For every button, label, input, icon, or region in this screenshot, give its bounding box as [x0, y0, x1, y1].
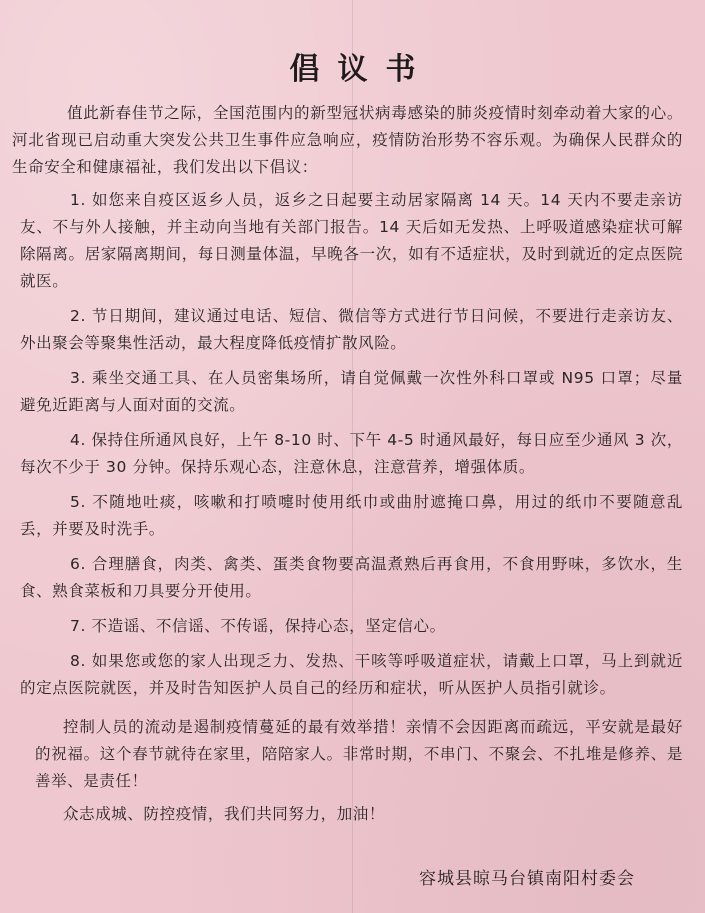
document-body — [0, 100, 705, 828]
proposal-item-2: 2. 节日期间，建议通过电话、短信、微信等方式进行节日问候，不要进行走亲访友、外出聚会等聚集性活动，最大程度降低疫情扩散风险。 — [20, 307, 683, 352]
closing-paragraph: 控制人员的流动是遏制疫情蔓延的最有效举措！亲情不会因距离而疏远，平安就是最好的祝福。这个春节就待在家里，陪陪家人。非常时期，不串门、不聚会、不扎堆是修养、是善举、是责任！ — [35, 718, 683, 790]
document-title: 倡议书 — [289, 52, 434, 87]
intro-paragraph: 值此新春佳节之际，全国范围内的新型冠状病毒感染的肺炎疫情时刻牵动着大家的心。河北省现已启动重大突发公共卫生事件应急响应，疫情防治形势不容乐观。为确保人民群众的生命安全和健康福祉，我们发出以下倡议： — [12, 104, 683, 176]
proposal-item-4: 4. 保持住所通风良好，上午 8-10 时、下午 4-5 时通风最好，每日应至少通风 3 次，每次不少于 30 分钟。保持乐观心态，注意休息，注意营养，增强体质。 — [20, 431, 683, 476]
slogan-line: 众志成城、防控疫情，我们共同努力，加油！ — [63, 805, 386, 823]
signature-organization: 容城县晾马台镇南阳村委会 — [419, 869, 635, 889]
proposal-item-7: 7. 不造谣、不信谣、不传谣，保持心态，坚定信心。 — [70, 617, 446, 635]
proposal-item-1: 1. 如您来自疫区返乡人员，返乡之日起要主动居家隔离 14 天。14 天内不要走亲访友、不与外人接触，并主动向当地有关部门报告。14 天后如无发热、上呼吸道感染症状可解除隔离。居家隔离期间，每日测量体温，早晚各一次，如有不适症状，及时到就近的定点医院就医。 — [20, 191, 683, 290]
proposal-item-6: 6. 合理膳食，肉类、禽类、蛋类食物要高温煮熟后再食用，不食用野味，多饮水，生食、熟食菜板和刀具要分开使用。 — [20, 555, 683, 600]
proposal-item-5: 5. 不随地吐痰，咳嗽和打喷嚏时使用纸巾或曲肘遮掩口鼻，用过的纸巾不要随意乱丢，并要及时洗手。 — [20, 493, 683, 538]
proposal-item-3: 3. 乘坐交通工具、在人员密集场所，请自觉佩戴一次性外科口罩或 N95 口罩；尽量避免近距离与人面对面的交流。 — [20, 369, 683, 414]
proposal-item-8: 8. 如果您或您的家人出现乏力、发热、干咳等呼吸道症状，请戴上口罩，马上到就近的定点医院就医，并及时告知医护人员自己的经历和症状，听从医护人员指引就诊。 — [20, 652, 683, 697]
